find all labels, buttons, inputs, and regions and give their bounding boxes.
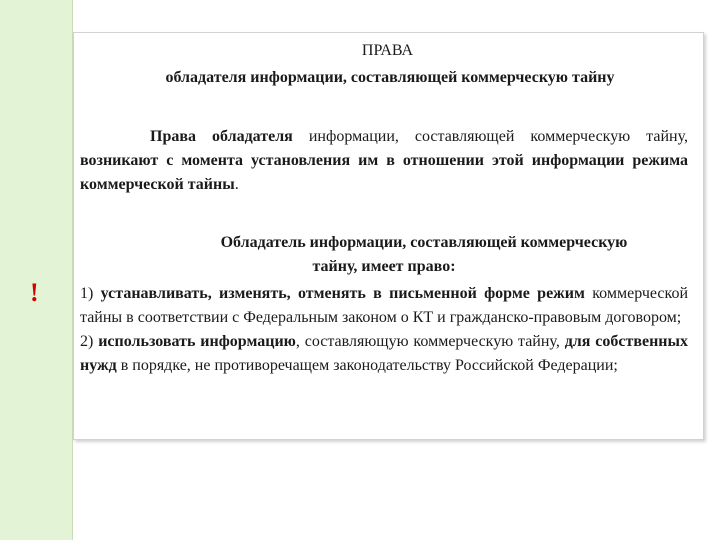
exclamation-marker: !	[30, 278, 39, 307]
list-item	[80, 330, 688, 378]
para1-text-end: .	[234, 176, 239, 193]
item2-bold: использовать информацию	[98, 333, 296, 350]
slide-title: ПРАВА	[361, 42, 414, 59]
item1-bold: устанавливать, изменять, отменять в письменной форме режим	[100, 285, 585, 302]
heading2-line2: тайну, имеет право:	[312, 258, 456, 275]
para1-bold-b: возникают с момента установления им в отношении этой информации режима коммерческой тайны	[80, 152, 688, 193]
heading2-line1: Обладатель информации, составляющей коммерческую	[220, 234, 628, 251]
rights-list	[80, 282, 688, 378]
left-accent-strip	[0, 0, 73, 540]
item1-text: коммерческой тайны в соответствии с Федеральным законом о КТ и гражданско-правовым договором;	[80, 285, 688, 326]
list-item	[80, 282, 688, 330]
item2-text-a: , составляющую коммерческую тайну,	[295, 333, 565, 350]
rights-list-heading	[80, 231, 688, 279]
item2-bold-b: для собственных нужд	[80, 333, 688, 374]
para1-bold-lead: Права обладателя	[150, 128, 293, 145]
rights-origin-paragraph	[80, 125, 688, 197]
item2-number: 2)	[80, 333, 99, 350]
item1-number: 1)	[80, 285, 101, 302]
item2-text-b: в порядке, не противоречащем законодательству Российской Федерации;	[116, 357, 618, 374]
slide-subtitle: обладателя информации, составляющей коммерческую тайну	[165, 69, 615, 86]
para1-text-a: информации, составляющей коммерческую тайну,	[292, 128, 688, 145]
